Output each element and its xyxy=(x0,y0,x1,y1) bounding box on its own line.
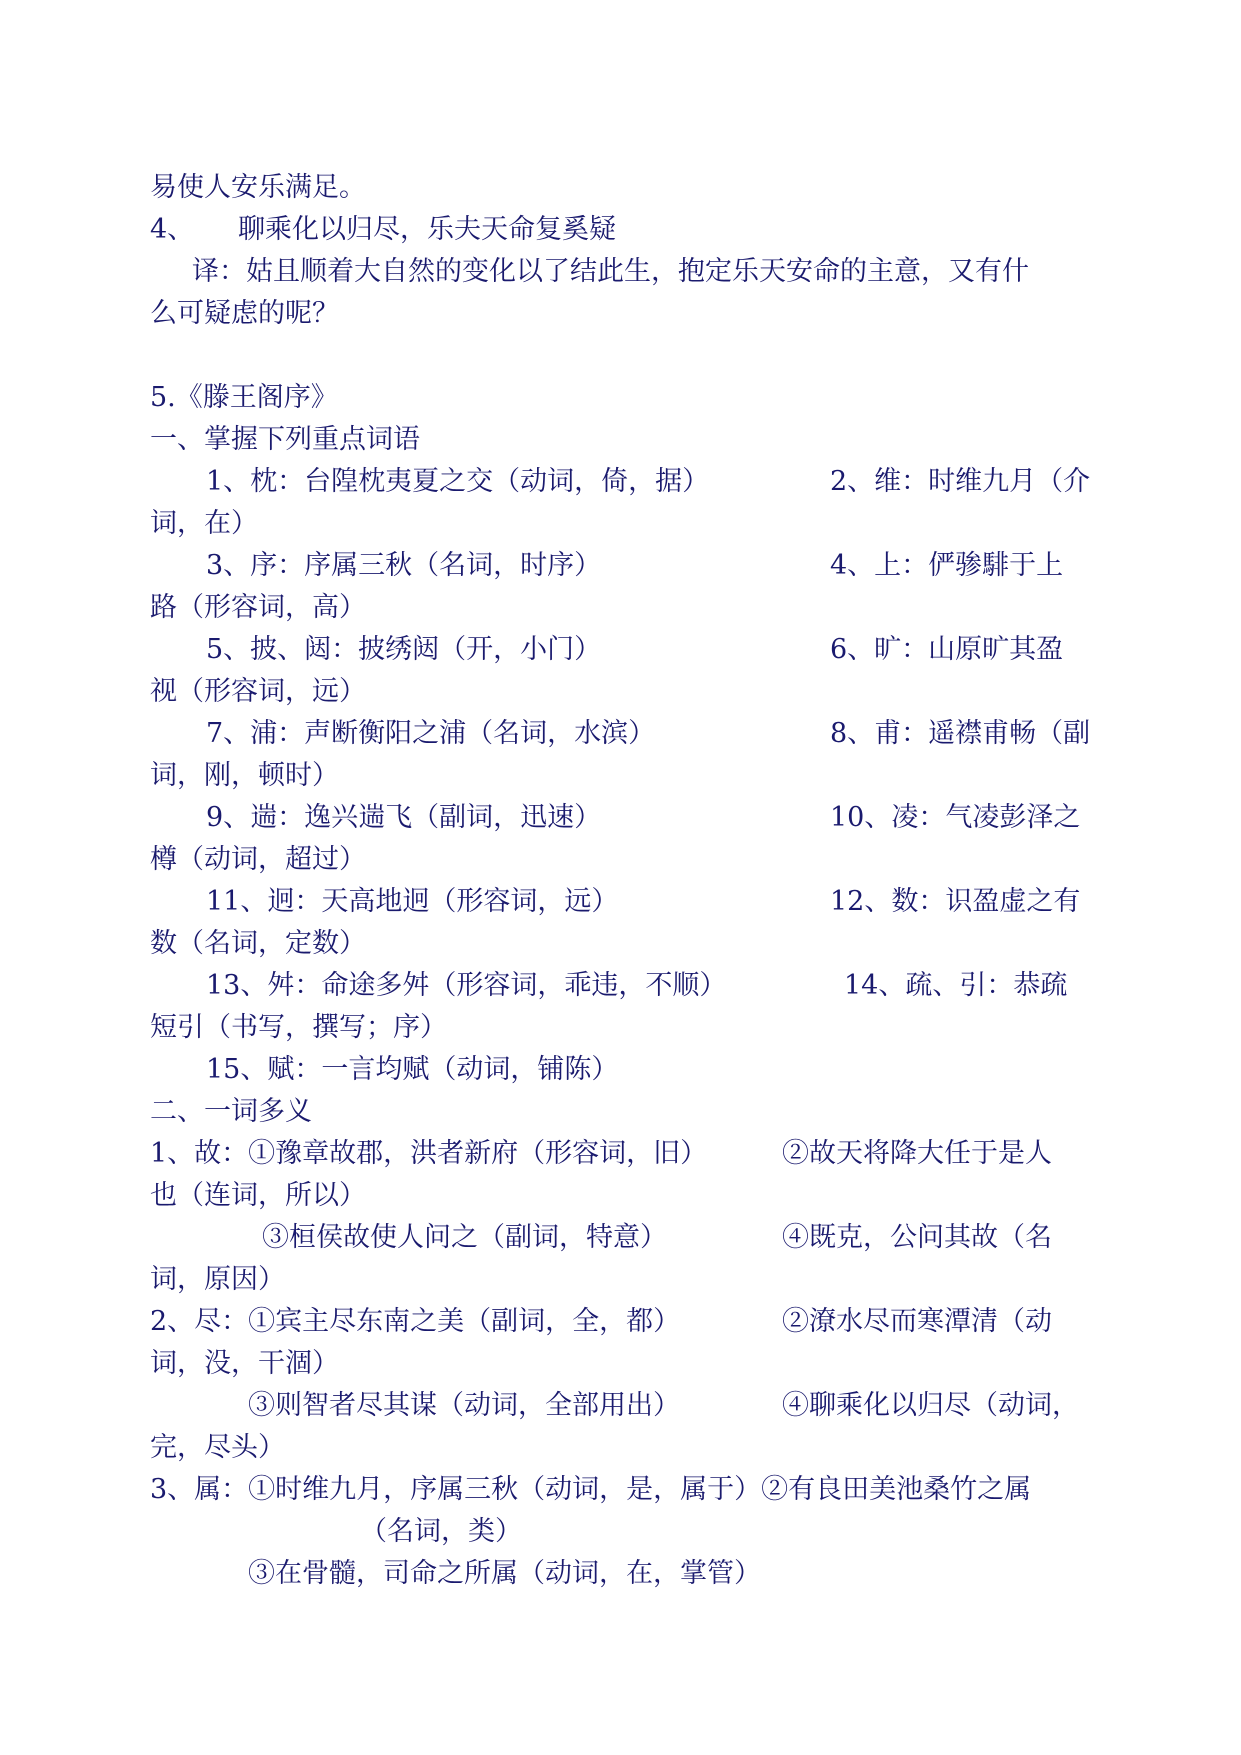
document-page: 易使人安乐满足。 4、 聊乘化以归尽，乐夫天命复奚疑 译：姑且顺着大自然的变化以了结此生，抱定乐天安命的主意，又有什 么可疑虑的呢？ 5.《滕王阁序》 一、掌握下列重点词语 1、枕：台隍枕夷夏之交（动词，倚，据） 2、维：时维九月（介 词，在） 3、序：序属三秋（名词，时序） 4、上：俨骖騑于上 路（形容词，高） 5、披、闼：披绣闼（开，小门） 6、旷：山原旷其盈 视（形容词，远） 7、浦：声断衡阳之浦（名词，水滨） 8、甫：遥襟甫畅（副 词，刚，顿时） 9、遄：逸兴遄飞（副词，迅速） 10、凌：气凌彭泽之 樽（动词，超过） 11、迥：天高地迥（形容词，远） 12、数：识盈虚之有 数（名词，定数） 13、舛：命途多舛（形容词，乖违，不顺） 14、疏、引：恭疏 短引（书写，撰写；序） 15、赋：一言均赋（动词，铺陈） 二、一词多义 1、故：①豫章故郡，洪者新府（形容词，旧） ②故天将降大任于是人 也（连词，所以） ③桓侯故使人问之（副词，特意） ④既克，公问其故（名 词，原因） 2、尽：①宾主尽东南之美（副词，全，都） ②潦水尽而寒潭清（动 词，没，干涸） ③则智者尽其谋（动词，全部用出） ④聊乘化以归尽（动词， 完，尽头） 3、属：①时维九月，序属三秋（动词，是，属于）②有良田美池桑竹之属 （名词，类） ③在骨髓，司命之所属（动词，在，掌管） xyxy=(150,172,1091,1589)
